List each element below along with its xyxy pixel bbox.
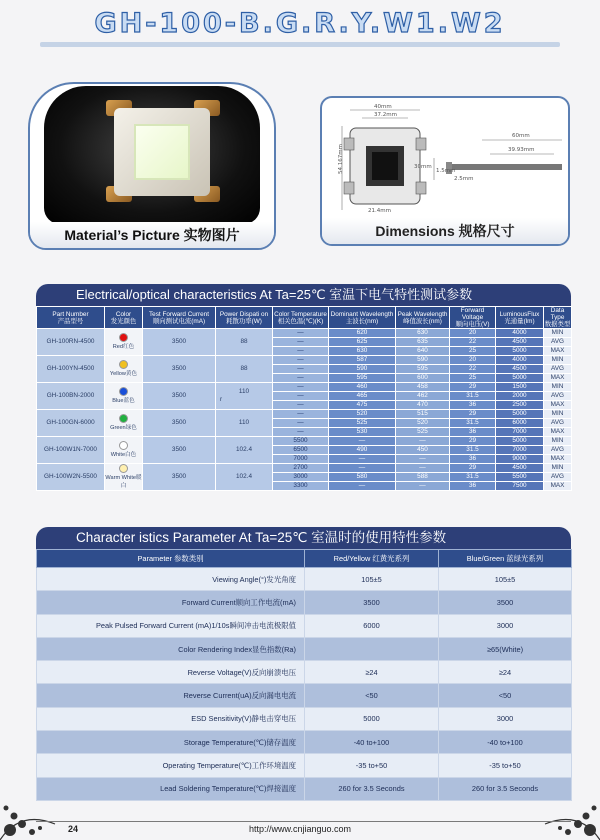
parameter-name: Peak Pulsed Forward Current (mA)1/10s瞬间冲击电流极限值 (37, 614, 305, 637)
page-title: GH-100-B.G.R.Y.W1.W2 (94, 8, 506, 39)
peak-wavelength: 600 (396, 374, 450, 383)
dim-21: 21.4mm (368, 208, 391, 214)
dominant-wavelength: 625 (329, 338, 396, 347)
dim-height-30: 30mm (414, 164, 432, 170)
electrical-section-title: Electrical/optical characteristics At Ta=25℃ 室温下电气特性测试参数 (36, 284, 571, 306)
color-swatch-icon (119, 414, 128, 423)
blue-green-value: ≥24 (439, 661, 572, 684)
color-label: Warm White暖白 (105, 475, 142, 490)
peak-wavelength: 525 (396, 428, 450, 437)
power-value: 88 (240, 365, 248, 373)
data-type: MIN (544, 356, 572, 365)
part-number: GH-100W1N-7000 (37, 437, 105, 464)
electrical-row (37, 329, 572, 338)
forward-voltage: 20 (450, 356, 496, 365)
color-cell (105, 437, 143, 464)
luminous-flux: 4000 (496, 329, 544, 338)
power-cell (216, 356, 273, 383)
data-type: AVG (544, 338, 572, 347)
material-picture-panel (28, 82, 276, 250)
luminous-flux: 4000 (496, 356, 544, 365)
test-current: 3500 (143, 437, 216, 464)
dominant-wavelength: — (329, 437, 396, 446)
blue-green-value: -35 to+50 (439, 754, 572, 777)
color-temperature: 3000 (273, 473, 329, 482)
test-current: 3500 (143, 410, 216, 437)
dominant-wavelength: 587 (329, 356, 396, 365)
blue-green-value: ≥65(White) (439, 637, 572, 660)
blue-green-value: <50 (439, 684, 572, 707)
dim-height-54: 54.167mm (338, 144, 344, 174)
color-temperature: 2700 (273, 464, 329, 473)
color-swatch-icon (119, 464, 128, 473)
peak-wavelength: 470 (396, 401, 450, 410)
blue-green-value: 105±5 (439, 568, 572, 591)
dominant-wavelength: 620 (329, 329, 396, 338)
red-yellow-value: <50 (305, 684, 439, 707)
characteristics-row (37, 661, 572, 684)
red-yellow-value: 5000 (305, 707, 439, 730)
electrical-row (37, 383, 572, 392)
electrical-row (37, 437, 572, 446)
forward-voltage: 29 (450, 410, 496, 419)
luminous-flux: 7000 (496, 446, 544, 455)
forward-voltage: 29 (450, 464, 496, 473)
electrical-row (37, 464, 572, 473)
data-type: MAX (544, 374, 572, 383)
peak-wavelength: — (396, 437, 450, 446)
luminous-flux: 2500 (496, 401, 544, 410)
power-cell (216, 329, 273, 356)
peak-wavelength: 595 (396, 365, 450, 374)
dominant-wavelength: 520 (329, 410, 396, 419)
characteristics-row (37, 754, 572, 777)
color-cell (105, 329, 143, 356)
dimensions-label: Dimensions 规格尺寸 (322, 218, 568, 244)
data-type: AVG (544, 446, 572, 455)
data-type: AVG (544, 419, 572, 428)
dim-39: 39.93mm (508, 147, 535, 153)
peak-wavelength: 588 (396, 473, 450, 482)
forward-voltage: 29 (450, 437, 496, 446)
data-type: MIN (544, 410, 572, 419)
characteristics-row (37, 684, 572, 707)
blue-green-value: 260 for 3.5 Seconds (439, 777, 572, 800)
forward-voltage: 31.5 (450, 392, 496, 401)
red-yellow-value: 105±5 (305, 568, 439, 591)
blue-green-value: 3000 (439, 707, 572, 730)
peak-wavelength: 450 (396, 446, 450, 455)
characteristics-table (36, 549, 572, 801)
dim-width-37: 37.2mm (374, 112, 397, 118)
forward-voltage: 22 (450, 338, 496, 347)
electrical-row (37, 410, 572, 419)
color-swatch-icon (119, 387, 128, 396)
power-cell (216, 410, 273, 437)
characteristics-header-row: Parameter 参数类别 Red/Yellow 红黄光系列 Blue/Green 蓝绿光系列 (37, 550, 572, 568)
blue-green-value: 3000 (439, 614, 572, 637)
data-type: MIN (544, 464, 572, 473)
peak-wavelength: 462 (396, 392, 450, 401)
color-swatch-icon (119, 360, 128, 369)
color-cell (105, 383, 143, 410)
dim-width-40: 40mm (374, 104, 392, 110)
luminous-flux: 2000 (496, 392, 544, 401)
color-temperature: — (273, 401, 329, 410)
luminous-flux: 1500 (496, 383, 544, 392)
dominant-wavelength: 580 (329, 473, 396, 482)
dominant-wavelength: 630 (329, 347, 396, 356)
color-cell (105, 464, 143, 491)
characteristics-section-title: Character istics Parameter At Ta=25℃ 室温时的使用特性参数 (36, 527, 571, 549)
power-value: 102.4 (236, 446, 252, 454)
part-number: GH-100W2N-5500 (37, 464, 105, 491)
power-cell (216, 383, 273, 410)
dimension-drawing (322, 98, 570, 222)
dominant-wavelength: — (329, 482, 396, 491)
color-temperature: — (273, 410, 329, 419)
peak-wavelength: 640 (396, 347, 450, 356)
dim-60: 60mm (512, 133, 530, 139)
peak-wavelength: 458 (396, 383, 450, 392)
parameter-name: Reverse Voltage(V)反向崩溃电压 (37, 661, 305, 684)
dominant-wavelength: 465 (329, 392, 396, 401)
parameter-name: Operating Temperature(℃)工作环境温度 (37, 754, 305, 777)
color-swatch-icon (119, 333, 128, 342)
electrical-row (37, 356, 572, 365)
data-type: MAX (544, 428, 572, 437)
parameter-name: Storage Temperature(℃)储存温度 (37, 731, 305, 754)
power-note: r (220, 396, 223, 404)
parameter-name: Color Rendering Index显色指数(Ra) (37, 637, 305, 660)
color-temperature: 5500 (273, 437, 329, 446)
characteristics-row (37, 591, 572, 614)
color-label: Green绿色 (110, 425, 137, 432)
electrical-table (36, 306, 572, 491)
parameter-name: Viewing Angle(°)发光角度 (37, 568, 305, 591)
color-temperature: — (273, 428, 329, 437)
luminous-flux: 9000 (496, 455, 544, 464)
color-temperature: — (273, 374, 329, 383)
dominant-wavelength: 595 (329, 374, 396, 383)
peak-wavelength: — (396, 482, 450, 491)
data-type: MAX (544, 482, 572, 491)
dominant-wavelength: — (329, 464, 396, 473)
color-temperature: 3300 (273, 482, 329, 491)
forward-voltage: 20 (450, 329, 496, 338)
red-yellow-value: -40 to+100 (305, 731, 439, 754)
data-type: MIN (544, 329, 572, 338)
forward-voltage: 31.5 (450, 446, 496, 455)
color-temperature: — (273, 392, 329, 401)
luminous-flux: 5000 (496, 347, 544, 356)
characteristics-row (37, 777, 572, 800)
data-type: MIN (544, 437, 572, 446)
characteristics-row (37, 614, 572, 637)
part-number: GH-100BN-2000 (37, 383, 105, 410)
color-temperature: — (273, 347, 329, 356)
power-value: 110 (238, 388, 250, 396)
peak-wavelength: — (396, 455, 450, 464)
data-type: MIN (544, 383, 572, 392)
peak-wavelength: 515 (396, 410, 450, 419)
material-picture-label: Material’s Picture 实物图片 (30, 222, 274, 248)
data-type: AVG (544, 392, 572, 401)
dominant-wavelength: 525 (329, 419, 396, 428)
color-temperature: — (273, 419, 329, 428)
dominant-wavelength: 590 (329, 365, 396, 374)
forward-voltage: 29 (450, 383, 496, 392)
parameter-name: Forward Current顺向工作电流(mA) (37, 591, 305, 614)
color-temperature: — (273, 338, 329, 347)
luminous-flux: 4500 (496, 464, 544, 473)
red-yellow-value: 260 for 3.5 Seconds (305, 777, 439, 800)
blue-green-value: -40 to+100 (439, 731, 572, 754)
peak-wavelength: — (396, 464, 450, 473)
characteristics-row (37, 731, 572, 754)
part-number: GH-100GN-6000 (37, 410, 105, 437)
color-label: Red红色 (112, 344, 135, 351)
dimensions-panel (320, 96, 570, 246)
test-current: 3500 (143, 356, 216, 383)
parameter-name: Lead Soldering Temperature(℃)焊接温度 (37, 777, 305, 800)
dominant-wavelength: — (329, 455, 396, 464)
peak-wavelength: 590 (396, 356, 450, 365)
luminous-flux: 7500 (496, 482, 544, 491)
color-temperature: — (273, 383, 329, 392)
color-label: Blue蓝色 (112, 398, 135, 405)
luminous-flux: 5000 (496, 410, 544, 419)
data-type: MAX (544, 401, 572, 410)
data-type: MAX (544, 347, 572, 356)
forward-voltage: 22 (450, 365, 496, 374)
red-yellow-value: 6000 (305, 614, 439, 637)
color-cell (105, 356, 143, 383)
forward-voltage: 36 (450, 428, 496, 437)
forward-voltage: 25 (450, 347, 496, 356)
red-yellow-value: 3500 (305, 591, 439, 614)
forward-voltage: 36 (450, 482, 496, 491)
forward-voltage: 31.5 (450, 473, 496, 482)
blue-green-value: 3500 (439, 591, 572, 614)
led-photo (44, 86, 260, 224)
test-current: 3500 (143, 329, 216, 356)
color-temperature: — (273, 365, 329, 374)
luminous-flux: 5000 (496, 437, 544, 446)
test-current: 3500 (143, 383, 216, 410)
red-yellow-value: -35 to+50 (305, 754, 439, 777)
color-cell (105, 410, 143, 437)
forward-voltage: 36 (450, 401, 496, 410)
parameter-name: ESD Sensitivity(V)静电击穿电压 (37, 707, 305, 730)
power-cell (216, 437, 273, 464)
dim-1-5: 1.5mm (436, 168, 456, 174)
luminous-flux: 7000 (496, 428, 544, 437)
title-divider (40, 42, 560, 47)
color-label: Yellow黄色 (109, 371, 138, 378)
dominant-wavelength: 530 (329, 428, 396, 437)
dim-2-5: 2.5mm (454, 176, 474, 182)
data-type: MAX (544, 455, 572, 464)
color-temperature: 6500 (273, 446, 329, 455)
page-number: 24 (68, 824, 79, 834)
characteristics-row (37, 568, 572, 591)
forward-voltage: 36 (450, 455, 496, 464)
power-cell (216, 464, 273, 491)
power-value: 110 (238, 419, 250, 427)
power-value: 102.4 (236, 473, 252, 481)
test-current: 3500 (143, 464, 216, 491)
forward-voltage: 25 (450, 374, 496, 383)
data-type: AVG (544, 365, 572, 374)
forward-voltage: 31.5 (450, 419, 496, 428)
luminous-flux: 5000 (496, 374, 544, 383)
luminous-flux: 4500 (496, 365, 544, 374)
luminous-flux: 4500 (496, 338, 544, 347)
power-value: 88 (240, 338, 248, 346)
part-number: GH-100RN-4500 (37, 329, 105, 356)
data-type: AVG (544, 473, 572, 482)
footer-divider (36, 821, 571, 822)
color-temperature: — (273, 356, 329, 365)
characteristics-row (37, 637, 572, 660)
peak-wavelength: 635 (396, 338, 450, 347)
parameter-name: Reverse Current(uA)反向漏电电流 (37, 684, 305, 707)
red-yellow-value (305, 637, 439, 660)
color-label: White白色 (110, 452, 137, 459)
color-temperature: — (273, 329, 329, 338)
dominant-wavelength: 460 (329, 383, 396, 392)
luminous-flux: 5500 (496, 473, 544, 482)
electrical-header-row: Part Number 产品型号 Color 发光颜色 Test Forward Current 顺向测试电流(mA) Power Dispati on 耗散功率(W) Color Temperature 相关色温(℃)(K) Dominant Wavelength 主波长(nm) Peak Wavelength 峰值波长(nm) Forward Voltage 顺向电压(V) LuminousFlux 光通量(lm) Data Type 数据类型 (37, 307, 572, 329)
color-swatch-icon (119, 441, 128, 450)
color-temperature: 7000 (273, 455, 329, 464)
red-yellow-value: ≥24 (305, 661, 439, 684)
luminous-flux: 6000 (496, 419, 544, 428)
peak-wavelength: 630 (396, 329, 450, 338)
website-url: http://www.cnjianguo.com (248, 824, 352, 834)
part-number: GH-100YN-4500 (37, 356, 105, 383)
characteristics-row (37, 707, 572, 730)
dominant-wavelength: 490 (329, 446, 396, 455)
peak-wavelength: 520 (396, 419, 450, 428)
dominant-wavelength: 475 (329, 401, 396, 410)
